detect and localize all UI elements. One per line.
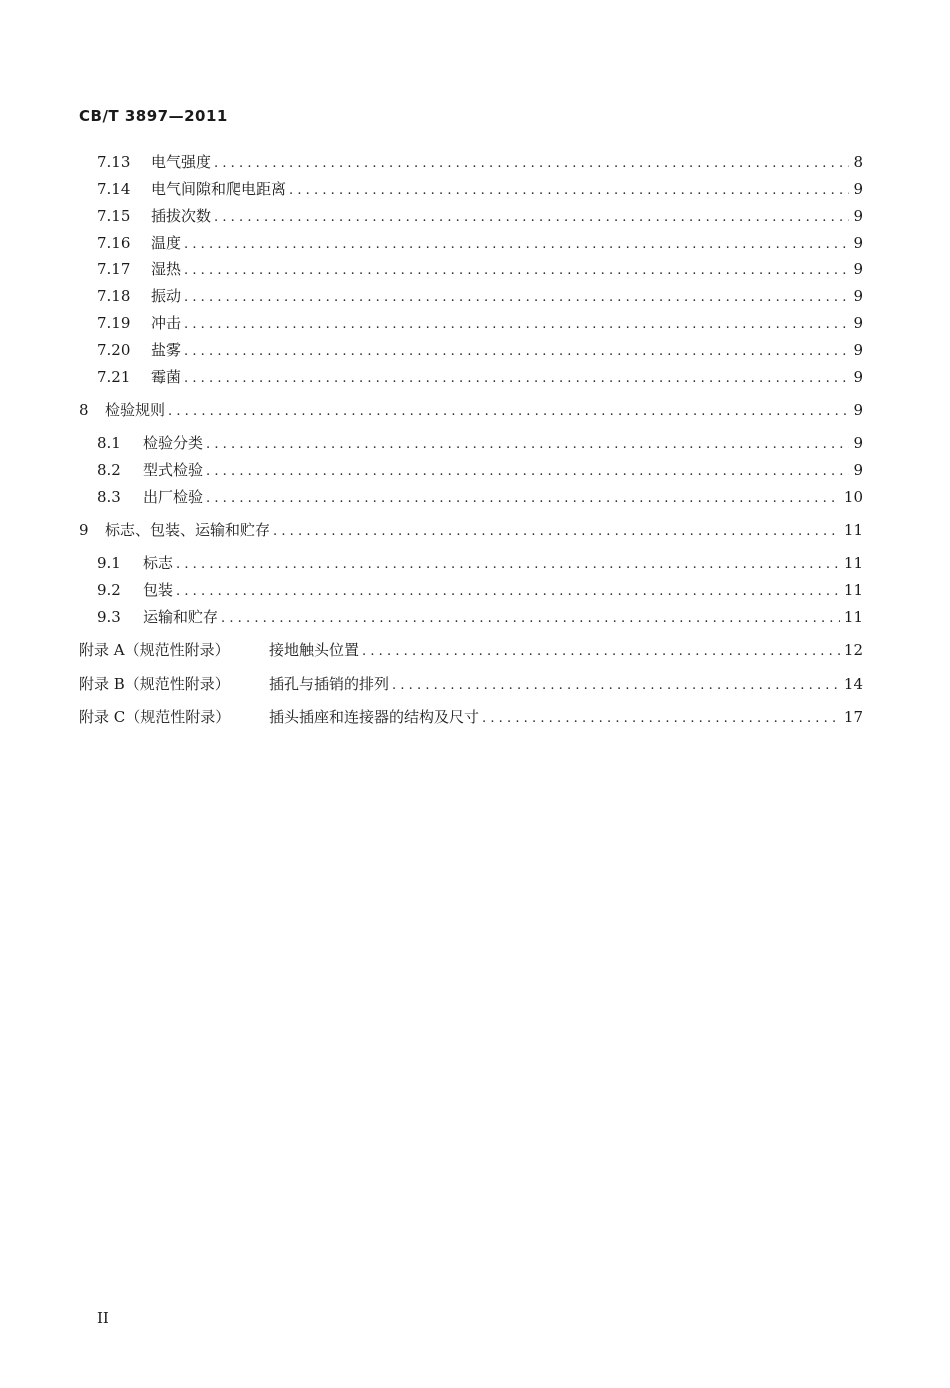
toc-entry-page: 11 (843, 521, 863, 539)
toc-entry-7-19[interactable] (97, 312, 863, 334)
toc-entry-page: 9 (853, 401, 863, 419)
toc-entry-number: 7.21 (97, 368, 131, 386)
toc-entry-title: 运输和贮存 (143, 608, 219, 626)
toc-entry-8[interactable] (79, 399, 863, 421)
toc-entry-number: 7.19 (97, 314, 131, 332)
toc-leader-dots (206, 461, 849, 483)
toc-entry-page: 12 (843, 641, 863, 659)
toc-entry-number: 7.16 (97, 234, 131, 252)
toc-entry-number: 7.20 (97, 341, 131, 359)
toc-entry-appendix-a[interactable] (79, 639, 863, 661)
toc-entry-7-14[interactable] (97, 178, 863, 200)
toc-entry-number: 附录 C（规范性附录） (79, 708, 231, 726)
toc-entry-title: 盐雾 (151, 341, 182, 359)
toc-leader-dots (289, 180, 849, 202)
toc-entry-page: 9 (853, 368, 863, 386)
toc-entry-7-17[interactable] (97, 258, 863, 280)
toc-entry-page: 11 (843, 554, 863, 572)
toc-entry-title: 接地触头位置 (269, 641, 360, 659)
toc-entry-page: 9 (853, 180, 863, 198)
toc-entry-number: 8 (79, 401, 89, 419)
toc-leader-dots (184, 234, 849, 256)
toc-entry-9[interactable] (79, 519, 863, 541)
toc-entry-number: 9.1 (97, 554, 121, 572)
toc-entry-page: 9 (853, 260, 863, 278)
toc-entry-8-3[interactable] (97, 486, 863, 508)
toc-entry-number: 8.2 (97, 461, 121, 479)
toc-leader-dots (184, 314, 849, 336)
toc-entry-7-15[interactable] (97, 205, 863, 227)
toc-entry-number: 9.3 (97, 608, 121, 626)
toc-entry-title: 包装 (143, 581, 174, 599)
toc-leader-dots (214, 207, 849, 229)
toc-entry-page: 9 (853, 434, 863, 452)
toc-entry-title: 温度 (151, 234, 182, 252)
toc-leader-dots (184, 341, 849, 363)
toc-entry-number: 9.2 (97, 581, 121, 599)
toc-entry-title: 插头插座和连接器的结构及尺寸 (269, 708, 480, 726)
toc-entry-page: 14 (843, 675, 863, 693)
toc-entry-appendix-c[interactable] (79, 706, 863, 728)
toc-entry-page: 9 (853, 287, 863, 305)
toc-entry-page: 9 (853, 207, 863, 225)
toc-leader-dots (176, 554, 840, 576)
toc-entry-7-21[interactable] (97, 366, 863, 388)
toc-leader-dots (184, 260, 849, 282)
toc-leader-dots (273, 521, 840, 543)
page-number: II (97, 1309, 109, 1327)
toc-entry-page: 9 (853, 234, 863, 252)
toc-entry-number: 7.17 (97, 260, 131, 278)
toc-entry-title: 电气强度 (151, 153, 212, 171)
toc-entry-number: 附录 B（规范性附录） (79, 675, 230, 693)
toc-entry-title: 出厂检验 (143, 488, 204, 506)
toc-entry-number: 7.15 (97, 207, 131, 225)
toc-entry-number: 附录 A（规范性附录） (79, 641, 230, 659)
toc-entry-title: 标志、包装、运输和贮存 (105, 521, 271, 539)
toc-entry-page: 11 (843, 608, 863, 626)
toc-entry-title: 检验规则 (105, 401, 166, 419)
toc-entry-9-2[interactable] (97, 579, 863, 601)
toc-entry-9-3[interactable] (97, 606, 863, 628)
toc-leader-dots (184, 368, 849, 390)
toc-entry-number: 7.14 (97, 180, 131, 198)
toc-entry-appendix-b[interactable] (79, 673, 863, 695)
toc-leader-dots (206, 434, 849, 456)
toc-entry-page: 9 (853, 341, 863, 359)
toc-entry-9-1[interactable] (97, 552, 863, 574)
toc-entry-7-18[interactable] (97, 285, 863, 307)
toc-entry-number: 8.1 (97, 434, 121, 452)
toc-entry-title: 标志 (143, 554, 174, 572)
toc-leader-dots (168, 401, 849, 423)
toc-entry-title: 振动 (151, 287, 182, 305)
toc-entry-number: 8.3 (97, 488, 121, 506)
toc-entry-7-20[interactable] (97, 339, 863, 361)
toc-leader-dots (206, 488, 840, 510)
toc-leader-dots (482, 708, 840, 730)
toc-entry-page: 11 (843, 581, 863, 599)
toc-entry-title: 插拔次数 (151, 207, 212, 225)
toc-entry-title: 湿热 (151, 260, 182, 278)
toc-entry-number: 9 (79, 521, 89, 539)
toc-entry-title: 冲击 (151, 314, 182, 332)
toc-leader-dots (214, 153, 849, 175)
toc-entry-8-2[interactable] (97, 459, 863, 481)
toc-entry-8-1[interactable] (97, 432, 863, 454)
toc-leader-dots (221, 608, 840, 630)
toc-entry-page: 9 (853, 314, 863, 332)
toc-entry-title: 检验分类 (143, 434, 204, 452)
toc-entry-number: 7.18 (97, 287, 131, 305)
toc-entry-title: 电气间隙和爬电距离 (151, 180, 287, 198)
toc-entry-title: 型式检验 (143, 461, 204, 479)
toc-entry-page: 10 (843, 488, 863, 506)
toc-entry-title: 霉菌 (151, 368, 182, 386)
toc-entry-title: 插孔与插销的排列 (269, 675, 390, 693)
toc-entry-number: 7.13 (97, 153, 131, 171)
toc-leader-dots (184, 287, 849, 309)
toc-entry-page: 9 (853, 461, 863, 479)
toc-entry-7-16[interactable] (97, 232, 863, 254)
toc-leader-dots (392, 675, 840, 697)
toc-entry-page: 8 (853, 153, 863, 171)
toc-entry-7-13[interactable] (97, 151, 863, 173)
standard-code-header: CB/T 3897—2011 (79, 107, 228, 125)
toc-entry-page: 17 (843, 708, 863, 726)
toc-leader-dots (362, 641, 840, 663)
toc-leader-dots (176, 581, 840, 603)
